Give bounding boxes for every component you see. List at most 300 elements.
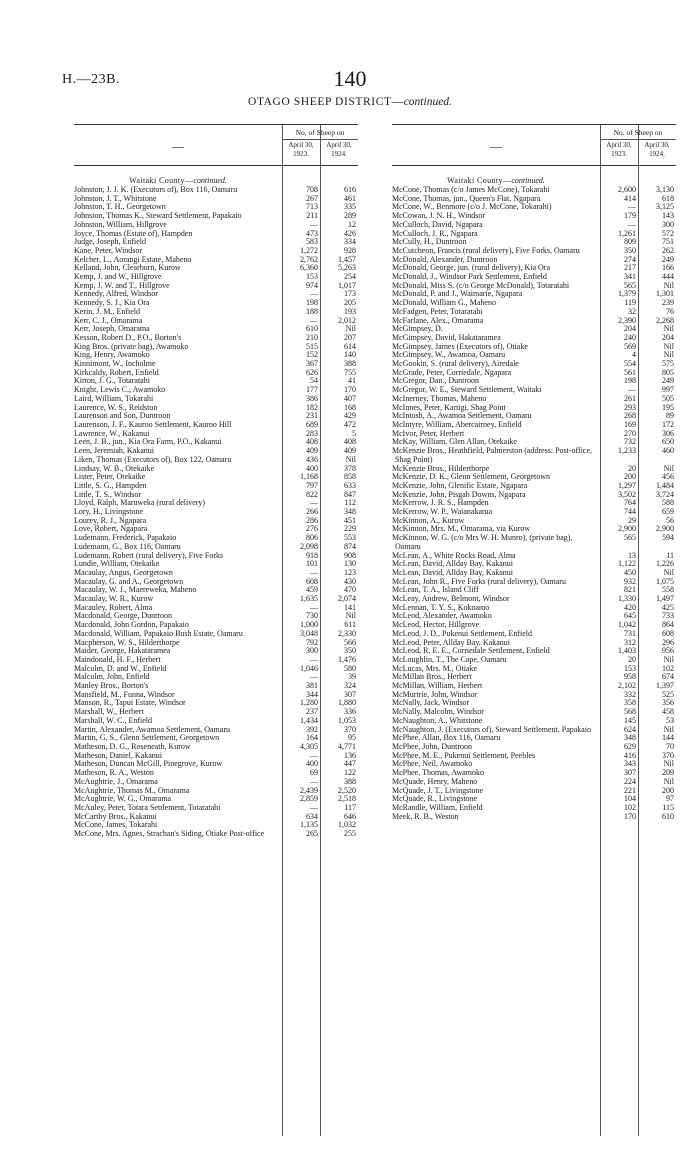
sheep-1924: 112 <box>344 498 356 508</box>
owner-name: Kinnimont, W., Incholme <box>74 359 156 369</box>
sheep-1924: 610 <box>662 811 674 821</box>
sheep-1924: 594 <box>662 533 674 543</box>
sheep-1924: 255 <box>344 829 356 839</box>
owner-name: Liken, Thomas (Executors of), Box 122, Oamaru <box>74 454 232 464</box>
sheep-1923: 358 <box>624 698 636 708</box>
sheep-1924: Nil <box>345 324 356 334</box>
owner-name: McCone, Mrs. Agnes, Strachan's Siding, Otiake Post-office <box>74 829 265 839</box>
owner-name: Malcolm, D. and W., Enfield <box>74 663 167 673</box>
sheep-1923: 416 <box>624 750 636 760</box>
sheep-1924: 805 <box>662 367 674 377</box>
owner-name: Laurence, W. S., Reidston <box>74 402 158 412</box>
sheep-1924: 193 <box>344 306 356 316</box>
owner-name: McLennan, T. Y. S., Kokoamo <box>392 602 490 612</box>
sheep-1924: 204 <box>662 332 674 342</box>
owner-name: McKinnon, Mrs. M., Omarama, via Kurow <box>392 524 531 534</box>
sheep-1923: 204 <box>624 324 636 334</box>
sheep-1923: 224 <box>624 776 636 786</box>
owner-name: McAughtrie, W. G., Omarama <box>74 794 172 804</box>
sheep-1923: 348 <box>624 733 636 743</box>
sheep-1923: 217 <box>624 263 636 273</box>
sheep-1923: 958 <box>624 672 636 682</box>
sheep-1924: Nil <box>663 463 674 473</box>
sheep-1924: 751 <box>662 237 674 247</box>
owner-name: Matheson, D. G., Roseneath, Kurow <box>74 742 191 751</box>
sheep-count-header: No. of Sheep on <box>282 126 358 140</box>
owner-name: Kerr, C. J., Omarama <box>74 315 143 325</box>
district-title <box>0 96 700 108</box>
sheep-1923: 286 <box>306 515 318 525</box>
sheep-1924: 239 <box>662 298 674 308</box>
owner-name: Macpherson, W. S., Hilderthorpe <box>74 637 180 647</box>
owner-name: McIntosh, A., Awamoa Settlement, Oamaru <box>392 411 532 421</box>
sheep-1923: 797 <box>306 480 318 490</box>
sheep-1923: — <box>310 750 318 760</box>
sheep-1924: Nil <box>345 454 356 464</box>
sheep-1924: 388 <box>344 359 356 369</box>
owner-name: Johnston, T. H., Georgetown <box>74 202 166 212</box>
owner-name: McCarthy Bros., Kakanui <box>74 811 157 821</box>
sheep-1923: 821 <box>624 585 636 595</box>
sheep-1923: 610 <box>306 324 318 334</box>
sheep-1923: 177 <box>306 385 318 395</box>
sheep-1923: 1,122 <box>618 559 636 569</box>
sheep-1923: 268 <box>624 411 636 421</box>
sheep-1924: 659 <box>662 507 674 517</box>
sheep-1924: 144 <box>662 733 674 743</box>
owner-name: McFarlane, Alex., Omarama <box>392 315 484 325</box>
owner-name: McKerrow, W. P., Waianakarua <box>392 507 493 517</box>
sheep-1923: 153 <box>624 663 636 673</box>
sheep-1924: 847 <box>344 489 356 499</box>
sheep-1924: 447 <box>344 759 356 769</box>
col-1924-header: April 30, 1924. <box>644 141 670 158</box>
owner-name: Laurenson, J. F., Kauroo Settlement, Kauroo Hill <box>74 419 232 429</box>
sheep-1923: 13 <box>628 550 636 560</box>
sheep-1924: Nil <box>663 350 674 360</box>
sheep-1923: 4,305 <box>300 742 318 751</box>
owner-name: Macauley, Robert, Alma <box>74 602 153 612</box>
page-number: 140 <box>333 66 367 91</box>
owner-name: McNally, Jack, Windsor <box>392 698 470 708</box>
owner-name: Leen, Jeremiah, Kakanui <box>74 446 154 456</box>
owner-name: McQuade, R., Livingstone <box>392 794 478 804</box>
sheep-1924: 336 <box>344 707 356 717</box>
sheep-1923: 2,762 <box>300 254 318 264</box>
sheep-1924: Nil <box>663 759 674 769</box>
owner-name: Macaulay, Angus, Georgetown <box>74 567 173 577</box>
sheep-1924: 136 <box>344 750 356 760</box>
sheep-1924: 11 <box>666 550 674 560</box>
owner-name: Kennedy, Alfred, Windsor <box>74 289 158 299</box>
sheep-1923: 744 <box>624 507 636 517</box>
sheep-1924: 249 <box>662 376 674 386</box>
sheep-1924: 409 <box>344 446 356 456</box>
sheep-1923: — <box>310 289 318 299</box>
sheep-1924: 102 <box>662 663 674 673</box>
owner-name: McMurtrie, John, Windsor <box>392 689 478 699</box>
sheep-1923: 1,635 <box>300 594 318 604</box>
sheep-1923: 237 <box>306 707 318 717</box>
sheep-1923: 2,859 <box>300 794 318 804</box>
sheep-1923: 392 <box>306 724 318 734</box>
sheep-1924: 908 <box>344 550 356 560</box>
owner-name: McCowan, J. N. H., Windsor <box>392 211 486 221</box>
sheep-1924: 956 <box>662 646 674 656</box>
owner-name: McLean, T. A., Island Cliff <box>392 585 479 595</box>
sheep-1924: 458 <box>662 707 674 717</box>
owner-name: Kennedy, S. J., Kia Ora <box>74 298 150 308</box>
sheep-1923: 634 <box>306 811 318 821</box>
owner-name: McDonald, Miss S. (c/o George McDonald), Totaratahi <box>392 280 570 290</box>
sheep-1924: 558 <box>662 585 674 595</box>
sheep-1924: 53 <box>666 715 674 725</box>
sheep-1923: 459 <box>306 585 318 595</box>
sheep-1924: 172 <box>662 419 674 429</box>
owner-name: Macaulay, W. R., Kurow <box>74 594 154 604</box>
owner-name: Little, S. G., Hampden <box>74 480 147 490</box>
owner-name: Kemp, J. and W., Hillgrove <box>74 272 162 282</box>
sheep-1923: 583 <box>306 237 318 247</box>
sheep-1924: 229 <box>344 524 356 534</box>
owner-name: McLeod, J. D., Pukenui Settlement, Enfield <box>392 628 532 638</box>
owner-name: McDonald, J., Windsor Park Settlement, Enfield <box>392 272 547 282</box>
sheep-1924: 429 <box>344 411 356 421</box>
owner-name: McGimpsey, D. <box>392 324 443 334</box>
sheep-1923: 2,600 <box>618 185 636 194</box>
sheep-1924: 141 <box>344 602 356 612</box>
owner-name: McPhee, Thomas, Awamoko <box>392 768 484 778</box>
owner-name: Maider, George, Hakataramea <box>74 646 171 656</box>
owner-name: McAughtrie, J., Omarama <box>74 776 158 786</box>
owner-name: McPhee, John, Duntroon <box>392 742 472 751</box>
table-body <box>392 176 676 821</box>
sheep-1924: 296 <box>662 637 674 647</box>
sheep-1923: 2,102 <box>618 681 636 691</box>
sheep-1924: 733 <box>662 611 674 621</box>
sheep-1924: 209 <box>662 768 674 778</box>
sheep-1924: Nil <box>663 324 674 334</box>
sheep-1924: 566 <box>344 637 356 647</box>
col-1924-header: April 30, 1924. <box>326 141 352 158</box>
sheep-1924: 173 <box>344 289 356 299</box>
sheep-1923: 764 <box>624 498 636 508</box>
owner-name: Matheson, R. A., Weston <box>74 768 154 778</box>
owner-name: Marshall, W. C., Enfield <box>74 715 152 725</box>
sheep-1923: 102 <box>624 802 636 812</box>
owner-name: Lloyd, Ralph, Maruweka (rural delivery) <box>74 498 206 508</box>
owner-name: Kirton, J. G., Totaratahi <box>74 376 150 386</box>
owner-name: Johnston, Thomas K., Steward Settlement, Papakaio <box>74 211 242 221</box>
sheep-1923: 307 <box>624 768 636 778</box>
sheep-1923: — <box>310 672 318 682</box>
sheep-1923: 211 <box>306 211 318 221</box>
sheep-1924: Nil <box>663 341 674 351</box>
sheep-1923: 3,502 <box>618 489 636 499</box>
owner-name: Lister, Peter, Otekaike <box>74 472 146 482</box>
sheep-1923: 731 <box>624 628 636 638</box>
owner-name: Kerin, J. M., Enfield <box>74 306 140 316</box>
sheep-1924: 575 <box>662 359 674 369</box>
sheep-1923: 29 <box>628 515 636 525</box>
owner-name: Laird, William, Tokarahi <box>74 393 154 403</box>
sheep-1924: 461 <box>344 193 356 203</box>
sheep-1923: 792 <box>306 637 318 647</box>
sheep-1924: 378 <box>344 463 356 473</box>
sheep-1924: 553 <box>344 533 356 543</box>
sheep-1923: 32 <box>628 306 636 316</box>
owner-name: Lindsay, W. B., Otekaike <box>74 463 155 473</box>
sheep-1923: 629 <box>624 742 636 751</box>
owner-name: McKenzie Bros., Heathfield, Palmerston (address: Post-office, Shag Point) <box>392 446 593 464</box>
sheep-1924: 3,724 <box>656 489 674 499</box>
sheep-1923: 344 <box>306 689 318 699</box>
sheep-1923: — <box>310 654 318 664</box>
county-continued: continued. <box>193 176 227 185</box>
sheep-1923: 408 <box>306 437 318 447</box>
sheep-1924: 444 <box>662 272 674 282</box>
sheep-1923: 2,900 <box>618 524 636 534</box>
sheep-1923: — <box>310 315 318 325</box>
sheep-1923: 210 <box>306 332 318 342</box>
owner-name: McGimpsey, W., Awamoa, Oamaru <box>392 350 506 360</box>
sheep-1924: Nil <box>663 280 674 290</box>
sheep-1923: 300 <box>306 646 318 656</box>
owner-name: McLeod, R. E. E., Corriedale Settlement, Enfield <box>392 646 550 656</box>
sheep-1924: 456 <box>662 472 674 482</box>
sheep-1923: 473 <box>306 228 318 238</box>
owner-name: McMillan Bros., Herbert <box>392 672 472 682</box>
table-header <box>392 124 676 166</box>
owner-name: Johnston, William, Hillgrove <box>74 219 167 229</box>
sheep-1924: 1,301 <box>656 289 674 299</box>
owner-name: McLoughlin, T., The Cape, Oamaru <box>392 654 507 664</box>
sheep-1924: 864 <box>662 620 674 630</box>
sheep-1923: 2,439 <box>300 785 318 795</box>
sheep-1924: 1,397 <box>656 681 674 691</box>
sheep-1923: 343 <box>624 759 636 769</box>
owner-name: Lourey, R. J., Ngapara <box>74 515 147 525</box>
sheep-1924: 674 <box>662 672 674 682</box>
sheep-1923: 809 <box>624 237 636 247</box>
sheep-1924: 1,497 <box>656 594 674 604</box>
sheep-1924: 2,520 <box>338 785 356 795</box>
sheep-1923: 200 <box>624 472 636 482</box>
sheep-1923: 164 <box>306 733 318 743</box>
sheep-1924: 470 <box>344 585 356 595</box>
owner-name: Little, T. S., Windsor <box>74 489 142 499</box>
table-header <box>74 124 358 166</box>
sheep-1924: Nil <box>663 567 674 577</box>
owner-name: McIvor, Peter, Herbert <box>392 428 465 438</box>
sheep-1923: 4 <box>632 350 636 360</box>
owner-name: McFadgen, Peter, Totaratahi <box>392 306 483 316</box>
sheep-1924: 1,032 <box>338 820 356 830</box>
sheep-1923: 1,233 <box>618 446 636 456</box>
owner-name: McQuade, J. T., Livingstone <box>392 785 484 795</box>
sheep-1924: 3,125 <box>656 202 674 212</box>
owner-name: McDonald, P. and J., Waimarie, Ngapara <box>392 289 523 299</box>
owner-name: McKenzie, John, Glenific Estate, Ngapara <box>392 480 528 490</box>
sheep-1923: 182 <box>306 402 318 412</box>
sheep-1923: 101 <box>306 559 318 569</box>
owner-name: Martin, G. S., Glenn Settlement, Georgetown <box>74 733 220 743</box>
sheep-1923: 341 <box>624 272 636 282</box>
owner-name: Judge, Joseph, Enfield <box>74 237 146 247</box>
owner-name: Knight, Lewis C., Awamoko <box>74 385 166 395</box>
sheep-1924: 646 <box>344 811 356 821</box>
sheep-1924: 97 <box>666 794 674 804</box>
table-row <box>392 534 676 551</box>
owner-name: Kemp, J. W. and T., Hillgrove <box>74 280 170 290</box>
owner-name: McGregor, W. E., Steward Settlement, Waitaki <box>392 385 542 395</box>
sheep-1923: 1,042 <box>618 620 636 630</box>
sheep-1923: 561 <box>624 367 636 377</box>
sheep-1923: 153 <box>306 272 318 282</box>
sheep-1923: — <box>310 219 318 229</box>
owner-name: Maindonald, H. F., Herbert <box>74 654 161 664</box>
owner-name: Mansfield, M., Funna, Windsor <box>74 689 175 699</box>
sheep-1923: 332 <box>624 689 636 699</box>
owner-name: McCone, W., Benmore (c/o J. McCone, Tokarahi) <box>392 202 552 212</box>
sheep-1924: 611 <box>344 620 356 630</box>
sheep-1924: 39 <box>348 672 356 682</box>
sheep-1923: 2,098 <box>300 541 318 551</box>
table-body <box>74 176 358 839</box>
sheep-1923: 554 <box>624 359 636 369</box>
sheep-1923: 240 <box>624 332 636 342</box>
sheep-1923: 409 <box>306 446 318 456</box>
sheep-1923: 713 <box>306 202 318 212</box>
sheep-1924: 41 <box>348 376 356 386</box>
owner-name: McCulloch, David, Ngapara <box>392 219 483 229</box>
left-table <box>74 124 358 1136</box>
sheep-1923: 69 <box>310 768 318 778</box>
sheep-1924: 407 <box>344 393 356 403</box>
owner-name: Lory, H., Livingstone <box>74 507 144 517</box>
table-row <box>392 813 676 822</box>
sheep-1924: 928 <box>344 245 356 255</box>
sheep-1924: 207 <box>344 332 356 342</box>
owner-name: McKenzie, D. K., Glenn Settlement, Georgetown <box>392 472 551 482</box>
sheep-1923: 400 <box>306 463 318 473</box>
sheep-1923: 565 <box>624 533 636 543</box>
owner-name: Marshall, W., Herbert <box>74 707 144 717</box>
owner-name: McCone, Thomas (c/o James McCone), Tokarahi <box>392 185 550 194</box>
sheep-1924: 123 <box>344 567 356 577</box>
sheep-1924: 430 <box>344 576 356 586</box>
sheep-1923: 54 <box>310 376 318 386</box>
sheep-1923: 265 <box>306 829 318 839</box>
sheep-1923: 381 <box>306 681 318 691</box>
owner-name: McNaughton, J. (Executors of), Steward Settlement, Papakaio <box>392 724 592 734</box>
owner-name: McGregor, Dan., Duntroon <box>392 376 479 386</box>
owner-name: McPhee, M. E., Pukenui Settlement, Peebles <box>392 750 536 760</box>
sheep-1924: 70 <box>666 742 674 751</box>
sheep-1924: 76 <box>666 306 674 316</box>
sheep-1923: 283 <box>306 428 318 438</box>
sheep-1924: 5 <box>352 428 356 438</box>
sheep-1923: 350 <box>624 245 636 255</box>
sheep-1923: 267 <box>306 193 318 203</box>
sheep-1924: 1,476 <box>338 654 356 664</box>
sheep-1923: 608 <box>306 576 318 586</box>
sheep-1924: 195 <box>662 402 674 412</box>
sheep-1924: 324 <box>344 681 356 691</box>
owner-name: Macdonald, John Gordon, Papakaio <box>74 620 189 630</box>
owner-name: Lundie, William, Otekaike <box>74 559 160 569</box>
sheep-1923: 261 <box>624 393 636 403</box>
sheep-1923: 1,280 <box>300 698 318 708</box>
sheep-1923: 626 <box>306 367 318 377</box>
owner-name: Manley Bros., Borton's <box>74 681 149 691</box>
sheep-1924: 262 <box>662 245 674 255</box>
sheep-1924: 460 <box>662 446 674 456</box>
owner-name: McIntyre, William, Abercairney, Enfield <box>392 419 522 429</box>
sheep-1924: 350 <box>344 646 356 656</box>
sheep-1923: 568 <box>624 707 636 717</box>
table-row <box>74 830 358 839</box>
owner-name: Kerr, Joseph, Omarama <box>74 324 150 334</box>
sheep-1924: 572 <box>662 228 674 238</box>
owner-name: McKenzie, John, Pisgah Downs, Ngapara <box>392 489 526 499</box>
sheep-1924: 650 <box>662 437 674 447</box>
sheep-1923: 414 <box>624 193 636 203</box>
sheep-1924: 858 <box>344 472 356 482</box>
sheep-1924: 89 <box>666 411 674 421</box>
sheep-1924: 166 <box>662 263 674 273</box>
county-continued: continued. <box>511 176 545 185</box>
sheep-1924: 200 <box>662 785 674 795</box>
owner-name: McPhee, Neil, Awamoko <box>392 759 473 769</box>
sheep-1923: — <box>310 498 318 508</box>
sheep-1923: 708 <box>306 185 318 194</box>
sheep-1924: 408 <box>344 437 356 447</box>
owner-name: Laurenson and Son, Duntroon <box>74 411 171 421</box>
sheep-1923: — <box>628 385 636 395</box>
sheep-1924: 143 <box>662 211 674 221</box>
owner-name: Malcolm, John, Enfield <box>74 672 150 682</box>
sheep-1924: 608 <box>662 628 674 638</box>
sheep-1923: 822 <box>306 489 318 499</box>
sheep-1923: 20 <box>628 463 636 473</box>
sheep-1923: 198 <box>306 298 318 308</box>
sheep-1923: 1,261 <box>618 228 636 238</box>
owner-name: McDonald, George, jun. (rural delivery), Kia Ora <box>392 263 551 273</box>
sheep-1924: 2,330 <box>338 628 356 638</box>
owner-name: Manson, R., Tapui Estate, Windsor <box>74 698 186 708</box>
sheep-1924: 168 <box>344 402 356 412</box>
sheep-1924: 525 <box>662 689 674 699</box>
owner-name: McPhee, Allan, Box 116, Oamaru <box>392 733 501 743</box>
owner-name: Johnston, J. J. K. (Executors of), Box 116, Oamaru <box>74 185 238 194</box>
sheep-1924: 1,017 <box>338 280 356 290</box>
owner-name: Matheson, Daniel, Kakanui <box>74 750 162 760</box>
sheep-1924: 1,457 <box>338 254 356 264</box>
owner-name: McKinnon, A., Kurow <box>392 515 465 525</box>
sheep-1924: 388 <box>344 776 356 786</box>
sheep-1924: 425 <box>662 602 674 612</box>
owner-name: Macdonald, William, Papakaio Bush Estate, Oamaru <box>74 628 243 638</box>
sheep-1923: 221 <box>624 785 636 795</box>
sheep-1924: Nil <box>663 776 674 786</box>
name-column-header: — <box>490 139 502 153</box>
owner-name: Kelland, John, Clearburn, Kurow <box>74 263 181 273</box>
owner-name: McLeod, Hector, Hillgrove <box>392 620 480 630</box>
sheep-1924: 117 <box>344 802 356 812</box>
sheep-1923: 20 <box>628 654 636 664</box>
col-1923-header: April 30, 1923. <box>288 141 314 158</box>
